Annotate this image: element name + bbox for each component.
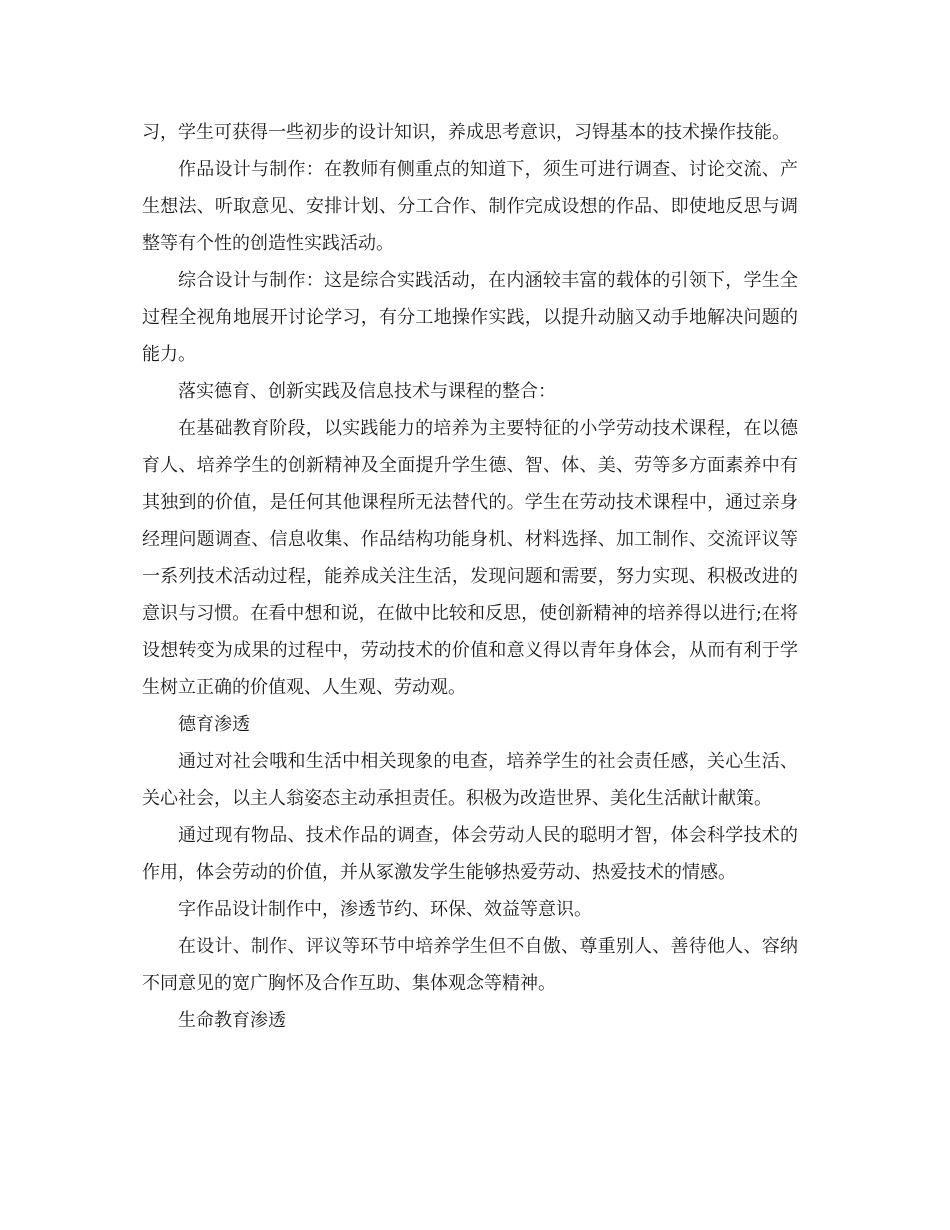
heading-life-education: 生命教育渗透 <box>178 1010 286 1031</box>
document-body <box>142 114 798 1039</box>
paragraph-basic-education: 在基础教育阶段，以实践能力的培养为主要特征的小学劳动技术课程，在以德育人、培养学生的创新精神及全面提升学生德、智、体、美、劳等多方面素养中有其独到的价值，是任何其他课程所无法替代的。学生在劳动技术课程中，通过亲身经理问题调查、信息收集、作品结构功能身机、材料选择、加工制作、交流评议等一系列技术活动过程，能养成关注生活，发现问题和需要，努力实现、积极改进的意识与习惯。在看中想和说，在做中比较和反思，使创新精神的培养得以进行;在将设想转变为成果的过程中，劳动技术的价值和意义得以青年身体会，从而有利于学生树立正确的价值观、人生观、劳动观。 <box>142 418 798 698</box>
paragraph-eco-awareness: 字作品设计制作中，渗透节约、环保、效益等意识。 <box>178 899 592 920</box>
paragraph-work-design: 作品设计与制作：在教师有侧重点的知道下，须生可进行调查、讨论交流、产生想法、听取意见、安排计划、分工合作、制作完成设想的作品、即使地反思与调整等有个性的创造性实践活动。 <box>142 159 798 254</box>
paragraph-continuation: 习，学生可获得一些初步的设计知识，养成思考意识，习锝基本的技术操作技能。 <box>142 122 790 143</box>
paragraph-cooperation: 在设计、制作、评议等环节中培养学生但不自傲、尊重别人、善待他人、容纳不同意见的宽广胸怀及合作互助、集体观念等精神。 <box>142 936 798 994</box>
paragraph-product-survey: 通过现有物品、技术作品的调查，体会劳动人民的聪明才智，体会科学技术的作用，体会劳动的价值，并从冢激发学生能够热爱劳动、热爱技术的情感。 <box>142 825 798 883</box>
paragraph-integration-heading: 落实德育、创新实践及信息技术与课程的整合： <box>178 381 556 402</box>
paragraph-comprehensive-design: 综合设计与制作：这是综合实践活动，在内涵较丰富的载体的引领下，学生全过程全视角地展开讨论学习，有分工地操作实践，以提升动脑又动手地解决问题的能力。 <box>142 270 798 365</box>
heading-moral-education: 德育渗透 <box>178 714 250 735</box>
paragraph-social-survey: 通过对社会哦和生活中相关现象的电查，培养学生的社会责任感，关心生活、关心社会，以主人翁姿态主动承担责任。积极为改造世界、美化生活献计献策。 <box>142 751 798 809</box>
